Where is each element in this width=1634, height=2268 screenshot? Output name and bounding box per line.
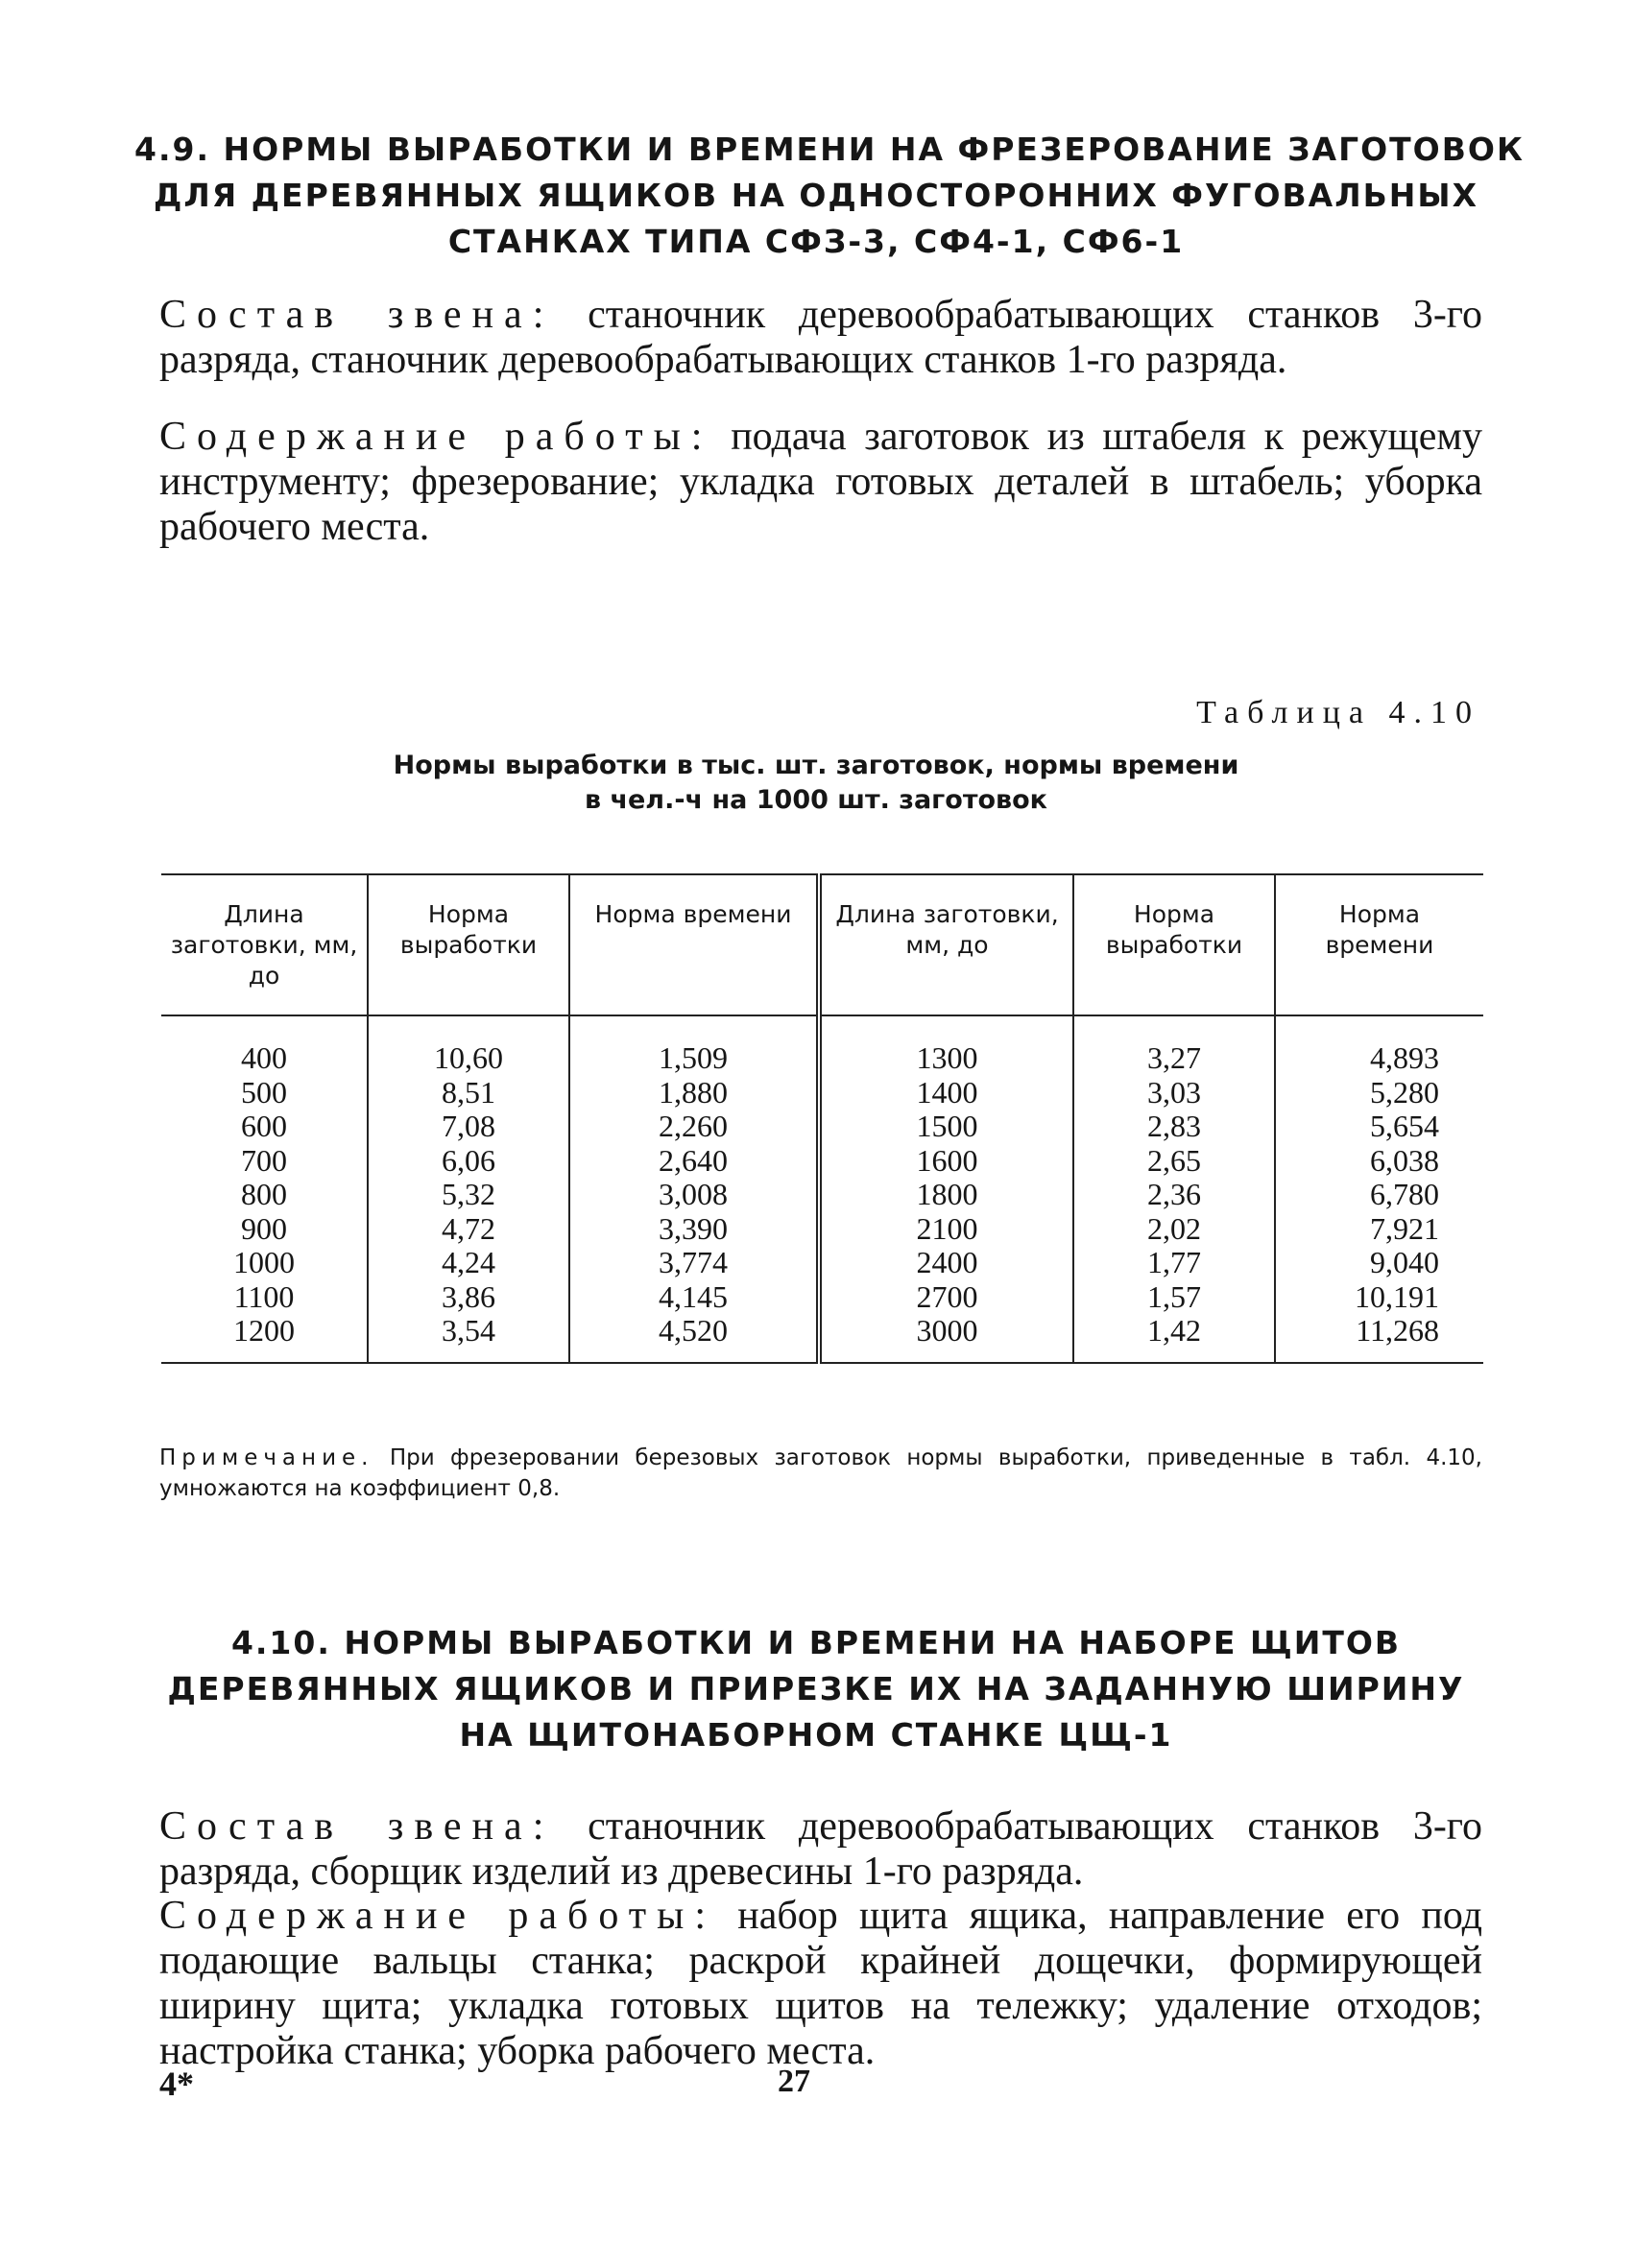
table-cell: 11,268 bbox=[1356, 1313, 1439, 1348]
table-cell: 1,509 bbox=[659, 1040, 728, 1075]
work-label: Содержание работы: bbox=[159, 415, 713, 459]
signature-mark: 4* bbox=[159, 2065, 194, 2103]
table-cell: 6,06 bbox=[442, 1142, 495, 1178]
title-line: НА ЩИТОНАБОРНОМ СТАНКЕ ЦЩ-1 bbox=[459, 1716, 1173, 1754]
table-cell: 1100 bbox=[233, 1278, 295, 1314]
time-column-left bbox=[569, 1015, 819, 1363]
table-cell: 4,145 bbox=[659, 1278, 728, 1314]
team-text: станочник деревообрабатывающих станков 3-го разряда, станочник деревообрабатывающих станков 1-го разряда. bbox=[159, 293, 1482, 382]
table-cell: 3,86 bbox=[442, 1278, 495, 1314]
length-column-left bbox=[161, 1015, 368, 1363]
work-text: набор щита ящика, направление его под подающие вальцы станка; раскрой крайней дощечки, формирующей ширину щита; укладка готовых щитов на тележку; удаление отходов; настройка станка; уборка рабочего места. bbox=[159, 1894, 1482, 2073]
table-cell: 1,42 bbox=[1147, 1313, 1201, 1348]
section-4-10-team-paragraph bbox=[159, 1804, 1482, 1895]
table-cell: 1,880 bbox=[659, 1074, 728, 1110]
table-caption: Таблица 4.10 bbox=[1196, 695, 1480, 730]
table-cell: 3,03 bbox=[1147, 1074, 1201, 1110]
table-body-row bbox=[161, 1015, 1483, 1363]
table-cell: 4,520 bbox=[659, 1313, 728, 1348]
page-number: 27 bbox=[778, 2064, 810, 2099]
table-cell: 3,008 bbox=[659, 1177, 728, 1211]
output-column-left bbox=[368, 1015, 569, 1363]
title-line: 4.10. НОРМЫ ВЫРАБОТКИ И ВРЕМЕНИ НА НАБОРЕ ЩИТОВ bbox=[230, 1624, 1402, 1661]
table-cell: 5,654 bbox=[1370, 1109, 1439, 1143]
section-4-10-work-paragraph bbox=[159, 1894, 1482, 2074]
header-time-norm: Норма времени bbox=[1275, 874, 1483, 1015]
table-cell: 1600 bbox=[916, 1142, 978, 1178]
section-4-9-title bbox=[134, 127, 1525, 265]
table-cell: 1,57 bbox=[1147, 1278, 1201, 1314]
table-cell: 800 bbox=[241, 1177, 287, 1211]
team-text: станочник деревообрабатывающих станков 3-го разряда, сборщик изделий из древесины 1-го разряда. bbox=[159, 1804, 1482, 1894]
table-cell: 2,640 bbox=[659, 1142, 728, 1178]
table-cell: 600 bbox=[241, 1109, 287, 1143]
table-cell: 500 bbox=[241, 1074, 287, 1110]
header-length: Длина заготовки, мм, до bbox=[819, 874, 1073, 1015]
table-cell: 700 bbox=[241, 1142, 287, 1178]
time-column-right bbox=[1275, 1015, 1483, 1363]
header-output-norm: Норма выработки bbox=[1073, 874, 1275, 1015]
table-cell: 4,893 bbox=[1370, 1040, 1439, 1075]
table-cell: 2700 bbox=[916, 1278, 978, 1314]
table-heading bbox=[288, 749, 1344, 818]
title-line: ДЛЯ ДЕРЕВЯННЫХ ЯЩИКОВ НА ОДНОСТОРОННИХ ФУГОВАЛЬНЫХ bbox=[153, 177, 1479, 214]
table-cell: 3000 bbox=[916, 1313, 978, 1348]
table-cell: 2,83 bbox=[1147, 1109, 1201, 1143]
table-cell: 2400 bbox=[916, 1245, 978, 1279]
table-cell: 10,60 bbox=[434, 1040, 503, 1075]
table-cell: 900 bbox=[241, 1210, 287, 1246]
note-text: При фрезеровании березовых заготовок нормы выработки, приведенные в табл. 4.10, умножаются на коэффициент 0,8. bbox=[159, 1445, 1482, 1501]
section-4-9-team-paragraph bbox=[159, 293, 1482, 383]
table-heading-line: в чел.-ч на 1000 шт. заготовок bbox=[584, 785, 1048, 815]
table-cell: 3,54 bbox=[442, 1313, 495, 1348]
header-output-norm: Норма выработки bbox=[368, 874, 569, 1015]
table-cell: 1,77 bbox=[1147, 1245, 1201, 1279]
table-cell: 2,65 bbox=[1147, 1142, 1201, 1178]
table-cell: 7,921 bbox=[1370, 1210, 1439, 1246]
table-cell: 1300 bbox=[916, 1040, 978, 1075]
table-cell: 3,27 bbox=[1147, 1040, 1201, 1075]
team-label: Состав звена: bbox=[159, 293, 555, 337]
table-header-row bbox=[161, 874, 1483, 1015]
table-cell: 4,72 bbox=[442, 1210, 495, 1246]
table-cell: 2,02 bbox=[1147, 1210, 1201, 1246]
title-line: СТАНКАХ ТИПА СФЗ-3, СФ4-1, СФ6-1 bbox=[447, 223, 1185, 260]
work-label: Содержание работы: bbox=[159, 1894, 717, 1938]
output-column-right bbox=[1073, 1015, 1275, 1363]
table-cell: 1400 bbox=[916, 1074, 978, 1110]
table-heading-line: Нормы выработки в тыс. шт. заготовок, нормы времени bbox=[393, 751, 1239, 780]
table-cell: 5,32 bbox=[442, 1177, 495, 1211]
table-cell: 3,390 bbox=[659, 1210, 728, 1246]
table-cell: 6,038 bbox=[1370, 1142, 1439, 1178]
table-cell: 2,36 bbox=[1147, 1177, 1201, 1211]
header-length: Длина заготовки, мм, до bbox=[161, 874, 368, 1015]
table-cell: 1200 bbox=[233, 1313, 295, 1348]
table-cell: 10,191 bbox=[1355, 1278, 1439, 1314]
header-time-norm: Норма времени bbox=[569, 874, 819, 1015]
work-text: подача заготовок из штабеля к режущему инструменту; фрезерование; укладка готовых деталей в штабель; уборка рабочего места. bbox=[159, 415, 1482, 549]
note-label: Примечание. bbox=[159, 1445, 374, 1470]
table-cell: 5,280 bbox=[1370, 1074, 1439, 1110]
table-cell: 3,774 bbox=[659, 1245, 728, 1279]
table-cell: 7,08 bbox=[442, 1109, 495, 1143]
table-cell: 2,260 bbox=[659, 1109, 728, 1143]
table-cell: 4,24 bbox=[442, 1245, 495, 1279]
table-cell: 6,780 bbox=[1370, 1177, 1439, 1211]
table-cell: 9,040 bbox=[1370, 1245, 1439, 1279]
title-line: ДЕРЕВЯННЫХ ЯЩИКОВ И ПРИРЕЗКЕ ИХ НА ЗАДАННУЮ ШИРИНУ bbox=[167, 1670, 1465, 1707]
table-cell: 400 bbox=[241, 1040, 287, 1075]
table-cell: 1500 bbox=[916, 1109, 978, 1143]
team-label: Состав звена: bbox=[159, 1804, 555, 1849]
table-cell: 8,51 bbox=[442, 1074, 495, 1110]
section-4-9-work-paragraph bbox=[159, 415, 1482, 550]
table-cell: 1000 bbox=[233, 1245, 295, 1279]
norms-table bbox=[161, 873, 1483, 1364]
length-column-right bbox=[819, 1015, 1073, 1363]
table-cell: 1800 bbox=[916, 1177, 978, 1211]
section-4-10-title bbox=[134, 1620, 1498, 1758]
table-note bbox=[159, 1443, 1482, 1504]
title-line: 4.9. НОРМЫ ВЫРАБОТКИ И ВРЕМЕНИ НА ФРЕЗЕРОВАНИЕ ЗАГОТОВОК bbox=[134, 131, 1525, 168]
table-cell: 2100 bbox=[916, 1210, 978, 1246]
